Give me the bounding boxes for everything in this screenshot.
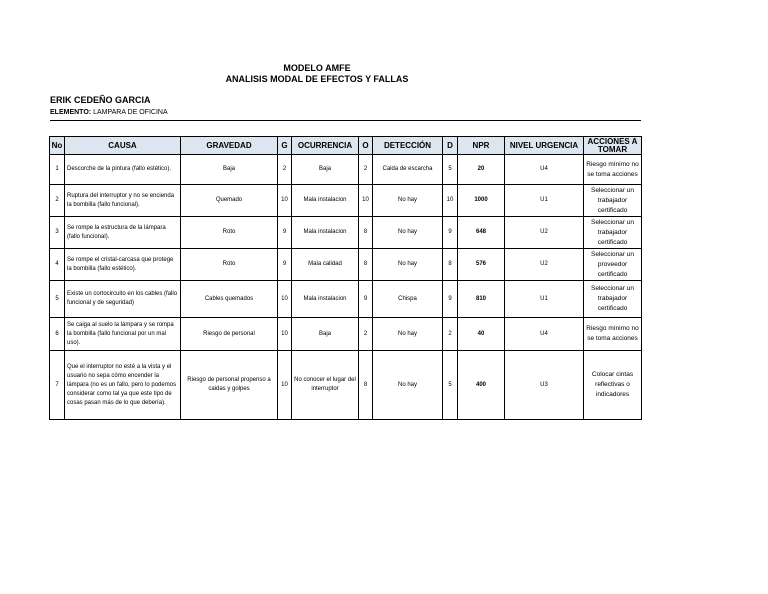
- cell-npr: 40: [458, 318, 505, 351]
- element-value: LAMPARA DE OFICINA: [93, 109, 168, 116]
- cell-nivel: U2: [505, 249, 584, 281]
- cell-ocurrencia: Mala calidad: [292, 249, 359, 281]
- col-header-g: G: [278, 137, 292, 155]
- cell-gravedad: Riesgo de personal propenso a caidas y golpes: [181, 351, 278, 420]
- cell-d: 5: [443, 351, 458, 420]
- document-subtitle: ANALISIS MODAL DE EFECTOS Y FALLAS: [225, 74, 409, 84]
- cell-d: 2: [443, 318, 458, 351]
- col-header-causa: CAUSA: [65, 137, 181, 155]
- table-row: [50, 249, 642, 281]
- cell-npr: 648: [458, 217, 505, 249]
- cell-acciones: Seleccionar un trabajador certificado: [584, 281, 642, 318]
- cell-gravedad: Baja: [181, 155, 278, 185]
- cell-acciones: Riesgo mínimo no se toma acciones: [584, 318, 642, 351]
- header-divider: [50, 120, 641, 121]
- col-header-no: No: [50, 137, 65, 155]
- cell-causa: Existe un cortocircuito en los cables (fallo funcional y de seguridad): [65, 281, 181, 318]
- cell-g: 10: [278, 281, 292, 318]
- cell-g: 2: [278, 155, 292, 185]
- cell-npr: 810: [458, 281, 505, 318]
- table-row: [50, 281, 642, 318]
- cell-deteccion: Chispa: [373, 281, 443, 318]
- col-header-deteccion: DETECCIÓN: [373, 137, 443, 155]
- cell-o: 2: [359, 318, 373, 351]
- col-header-ocurrencia: OCURRENCIA: [292, 137, 359, 155]
- cell-nivel: U4: [505, 318, 584, 351]
- cell-g: 10: [278, 318, 292, 351]
- cell-acciones: Seleccionar un proveedor certificado: [584, 249, 642, 281]
- cell-g: 9: [278, 249, 292, 281]
- cell-d: 10: [443, 185, 458, 217]
- cell-gravedad: Roto: [181, 217, 278, 249]
- amfe-table: [49, 136, 642, 420]
- cell-no: 5: [50, 281, 65, 318]
- table-header-row: [50, 137, 642, 155]
- cell-o: 10: [359, 185, 373, 217]
- table-row: [50, 318, 642, 351]
- cell-npr: 400: [458, 351, 505, 420]
- cell-o: 9: [359, 281, 373, 318]
- cell-g: 9: [278, 217, 292, 249]
- cell-ocurrencia: Baja: [292, 318, 359, 351]
- cell-g: 10: [278, 351, 292, 420]
- col-header-nivel-urgencia: NIVEL URGENCIA: [505, 137, 584, 155]
- cell-gravedad: Roto: [181, 249, 278, 281]
- cell-causa: Ruptura del interruptor y no se encienda la bombilla (fallo funcional).: [65, 185, 181, 217]
- cell-causa: Se rompe el cristal-carcasa que protege la bombilla (fallo estético).: [65, 249, 181, 281]
- cell-o: 2: [359, 155, 373, 185]
- cell-ocurrencia: No conocer el lugar del interruptor: [292, 351, 359, 420]
- cell-nivel: U2: [505, 217, 584, 249]
- cell-no: 6: [50, 318, 65, 351]
- cell-no: 1: [50, 155, 65, 185]
- col-header-o: O: [359, 137, 373, 155]
- cell-acciones: Seleccionar un trabajador certificado: [584, 217, 642, 249]
- col-header-d: D: [443, 137, 458, 155]
- cell-gravedad: Cables quemados: [181, 281, 278, 318]
- cell-gravedad: Riesgo de personal: [181, 318, 278, 351]
- cell-npr: 20: [458, 155, 505, 185]
- col-header-acciones: ACCIONES A TOMAR: [584, 137, 642, 155]
- table-row: [50, 351, 642, 420]
- cell-deteccion: No hay: [373, 249, 443, 281]
- cell-nivel: U1: [505, 185, 584, 217]
- document-title: MODELO AMFE: [283, 63, 351, 73]
- element-line: [50, 109, 168, 116]
- cell-o: 8: [359, 351, 373, 420]
- cell-no: 4: [50, 249, 65, 281]
- cell-causa: Descorche de la pintura (fallo estético).: [65, 155, 181, 185]
- cell-gravedad: Quemado: [181, 185, 278, 217]
- cell-d: 5: [443, 155, 458, 185]
- col-header-gravedad: GRAVEDAD: [181, 137, 278, 155]
- element-label: ELEMENTO:: [50, 109, 92, 116]
- cell-npr: 576: [458, 249, 505, 281]
- cell-o: 8: [359, 249, 373, 281]
- cell-acciones: Riesgo mínimo no se toma acciones: [584, 155, 642, 185]
- cell-o: 8: [359, 217, 373, 249]
- cell-causa: Que el interruptor no esté a la vista y el usuario no sepa cómo encender la lámpara (no es un fallo, pero lo podemos considerar como tal ya que este tipo de cosas pasan más de lo que debería).: [65, 351, 181, 420]
- cell-causa: Se caiga al suelo la lámpara y se rompa la bombilla (fallo funcional por un mal uso).: [65, 318, 181, 351]
- cell-nivel: U1: [505, 281, 584, 318]
- cell-deteccion: No hay: [373, 318, 443, 351]
- cell-ocurrencia: Baja: [292, 155, 359, 185]
- cell-ocurrencia: Mala instalacion: [292, 185, 359, 217]
- cell-npr: 1000: [458, 185, 505, 217]
- cell-no: 2: [50, 185, 65, 217]
- cell-deteccion: Caida de escarcha: [373, 155, 443, 185]
- cell-ocurrencia: Mala instalacion: [292, 217, 359, 249]
- cell-deteccion: No hay: [373, 351, 443, 420]
- cell-nivel: U3: [505, 351, 584, 420]
- cell-g: 10: [278, 185, 292, 217]
- author-name: ERIK CEDEÑO GARCIA: [50, 95, 151, 105]
- cell-acciones: Colocar cintas reflectivas o indicadores: [584, 351, 642, 420]
- cell-acciones: Seleccionar un trabajador certificado: [584, 185, 642, 217]
- cell-d: 8: [443, 249, 458, 281]
- cell-ocurrencia: Mala instalacion: [292, 281, 359, 318]
- cell-no: 3: [50, 217, 65, 249]
- cell-no: 7: [50, 351, 65, 420]
- cell-deteccion: No hay: [373, 185, 443, 217]
- cell-d: 9: [443, 281, 458, 318]
- col-header-npr: NPR: [458, 137, 505, 155]
- cell-nivel: U4: [505, 155, 584, 185]
- table-row: [50, 155, 642, 185]
- cell-causa: Se rompe la estructura de la lámpara (fallo funcional).: [65, 217, 181, 249]
- cell-deteccion: No hay: [373, 217, 443, 249]
- cell-d: 9: [443, 217, 458, 249]
- table-row: [50, 217, 642, 249]
- table-row: [50, 185, 642, 217]
